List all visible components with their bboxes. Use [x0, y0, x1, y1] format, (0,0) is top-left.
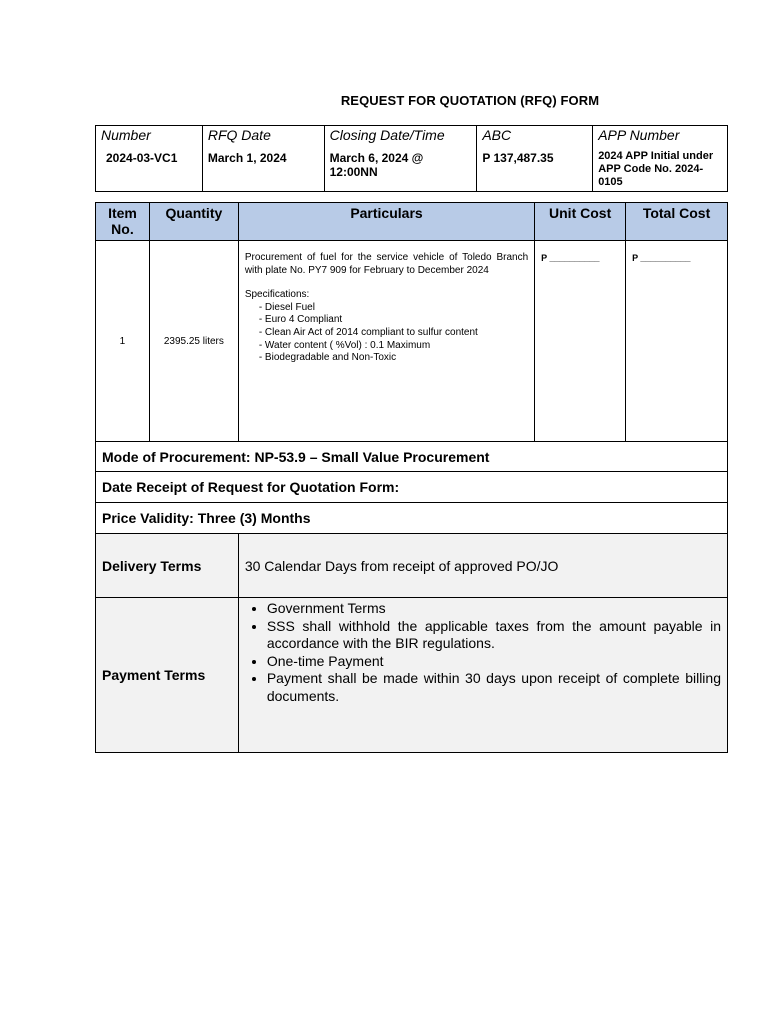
rfq-number-value: 2024-03-VC1: [96, 146, 203, 192]
list-item: • Payment shall be made within 30 days upon receipt of complete billing documents.: [267, 670, 721, 705]
item-particulars: [238, 241, 534, 442]
col-total-cost: Total Cost: [626, 203, 728, 241]
date-receipt-field: Date Receipt of Request for Quotation Form:: [96, 472, 728, 503]
items-table: [95, 202, 728, 753]
spec-item: - Clean Air Act of 2014 compliant to sulfur content: [258, 326, 478, 338]
payment-terms-list: [239, 600, 727, 705]
spec-item: - Water content ( %Vol) : 0.1 Maximum: [258, 339, 431, 351]
list-item: • One-time Payment: [267, 653, 721, 671]
delivery-terms-value: 30 Calendar Days from receipt of approved PO/JO: [238, 534, 727, 598]
spec-item: - Diesel Fuel: [258, 301, 315, 313]
item-number: 1: [96, 241, 150, 442]
col-particulars: Particulars: [238, 203, 534, 241]
item-quantity: 2395.25 liters: [149, 241, 238, 442]
number-label: Number: [96, 126, 203, 146]
delivery-terms-label: Delivery Terms: [96, 534, 239, 598]
spec-item: - Biodegradable and Non-Toxic: [258, 352, 397, 364]
col-item-no: Item No.: [96, 203, 150, 241]
abc-value: P 137,487.35: [477, 146, 593, 192]
app-number-value: 2024 APP Initial under APP Code No. 2024-0105: [593, 146, 728, 192]
rfq-info-table: [95, 125, 728, 192]
list-item: • SSS shall withhold the applicable taxes from the amount payable in accordance with the BIR regulations.: [267, 618, 721, 653]
closing-date-value: March 6, 2024 @ 12:00NN: [324, 146, 477, 192]
closing-date-label: Closing Date/Time: [324, 126, 477, 146]
total-cost-field[interactable]: P __________: [626, 241, 728, 442]
spec-heading: Specifications:: [244, 289, 310, 301]
spec-item: - Euro 4 Compliant: [258, 314, 343, 326]
payment-terms-value: [238, 598, 727, 753]
spec-list: [245, 302, 528, 365]
col-quantity: Quantity: [149, 203, 238, 241]
rfq-date-label: RFQ Date: [202, 126, 324, 146]
abc-label: ABC: [477, 126, 593, 146]
list-item: • Government Terms: [267, 600, 721, 618]
rfq-date-value: March 1, 2024: [202, 146, 324, 192]
col-unit-cost: Unit Cost: [535, 203, 626, 241]
mode-of-procurement: Mode of Procurement: NP-53.9 – Small Value Procurement: [96, 442, 728, 472]
form-title: REQUEST FOR QUOTATION (RFQ) FORM: [340, 93, 600, 108]
payment-terms-label: Payment Terms: [96, 598, 239, 753]
app-number-label: APP Number: [593, 126, 728, 146]
price-validity: Price Validity: Three (3) Months: [96, 503, 728, 534]
table-row: [96, 241, 728, 442]
item-description: Procurement of fuel for the service vehicle of Toledo Branch with plate No. PY7 909 for February to December 2024: [244, 252, 529, 276]
unit-cost-field[interactable]: P __________: [535, 241, 626, 442]
